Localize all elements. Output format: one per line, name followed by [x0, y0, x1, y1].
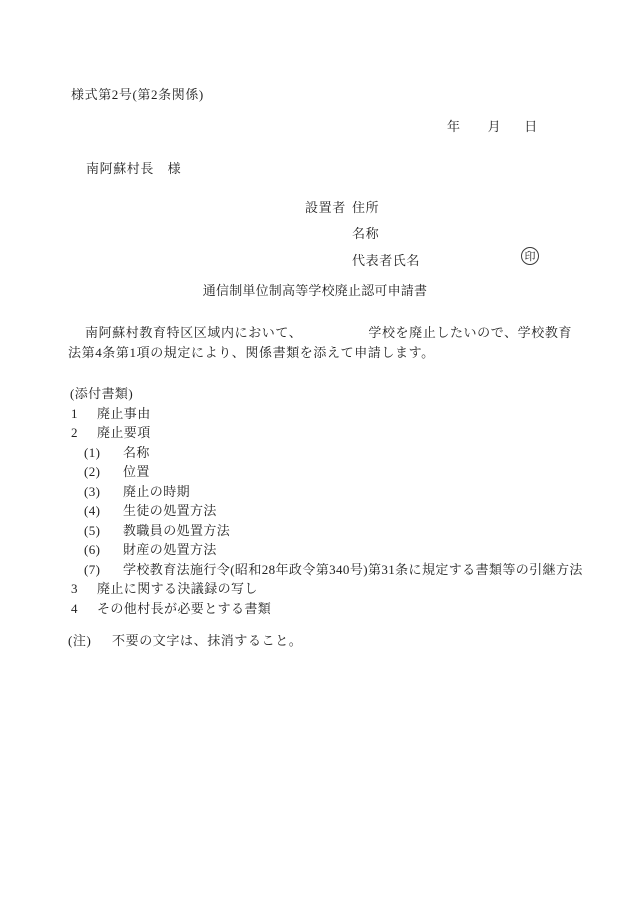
item-number: (1) — [84, 444, 101, 460]
item-number: (2) — [84, 464, 101, 479]
item-number: 1 — [71, 405, 78, 421]
item-text: 名称 — [123, 444, 150, 460]
item-number: (3) — [84, 483, 101, 499]
item-text: 教職員の処置方法 — [123, 522, 231, 538]
item-text: その他村長が必要とする書類 — [97, 600, 272, 616]
item-number: (6) — [84, 542, 101, 557]
list-item — [68, 482, 608, 502]
item-text: 廃止事由 — [97, 405, 151, 421]
year-label: 年 — [447, 119, 461, 134]
month-label: 月 — [487, 119, 502, 134]
list-item — [68, 462, 608, 482]
applicant-address-label: 住所 — [352, 200, 380, 215]
list-item — [68, 501, 608, 521]
body-line-2: 法第4条第1項の規定により、関係書類を添えて申請します。 — [68, 345, 435, 361]
body-paragraph — [68, 326, 578, 361]
item-text: 生徒の処置方法 — [123, 503, 217, 518]
applicant-role-label: 設置者 — [305, 200, 346, 215]
body-line1-before: 南阿蘇村教育特区区域内において、 — [85, 325, 303, 340]
document-title: 通信制単位制高等学校廃止認可申請書 — [202, 283, 428, 298]
attachments-list — [68, 384, 608, 618]
footnote-text: 不要の文字は、抹消すること。 — [112, 633, 303, 648]
item-number: (5) — [84, 522, 101, 538]
list-item — [68, 423, 608, 443]
day-label: 日 — [524, 119, 538, 134]
item-number: 3 — [71, 581, 78, 596]
applicant-representative-label: 代表者氏名 — [352, 253, 421, 268]
list-item — [68, 599, 608, 619]
footnote — [68, 634, 302, 648]
form-number-label: 様式第2号(第2条関係) — [71, 87, 204, 102]
attachments-heading: (添付書類) — [70, 386, 134, 401]
list-item — [68, 560, 608, 580]
list-item — [68, 521, 608, 541]
item-text: 財産の処置方法 — [123, 542, 217, 557]
item-number: 2 — [71, 425, 78, 440]
list-item — [68, 404, 608, 424]
item-number: (7) — [84, 561, 101, 577]
applicant-name-label: 名称 — [352, 226, 380, 241]
item-text: 位置 — [123, 464, 150, 479]
list-item — [68, 579, 608, 599]
list-item — [68, 443, 608, 463]
item-number: 4 — [71, 600, 78, 616]
item-text: 廃止要項 — [97, 425, 151, 440]
body-line-1 — [68, 326, 578, 340]
item-text: 学校教育法施行令(昭和28年政令第340号)第31条に規定する書類等の引継方法 — [123, 561, 583, 577]
addressee-line: 南阿蘇村長 様 — [86, 161, 182, 176]
footnote-label: (注) — [68, 633, 92, 648]
body-line1-after: 学校を廃止したいので、学校教育 — [368, 325, 573, 340]
date-line — [447, 120, 538, 134]
item-text: 廃止の時期 — [123, 483, 191, 499]
item-text: 廃止に関する決議録の写し — [97, 581, 258, 596]
item-number: (4) — [84, 503, 101, 518]
list-item — [68, 540, 608, 560]
inkan-seal-icon: 印 — [521, 247, 539, 265]
